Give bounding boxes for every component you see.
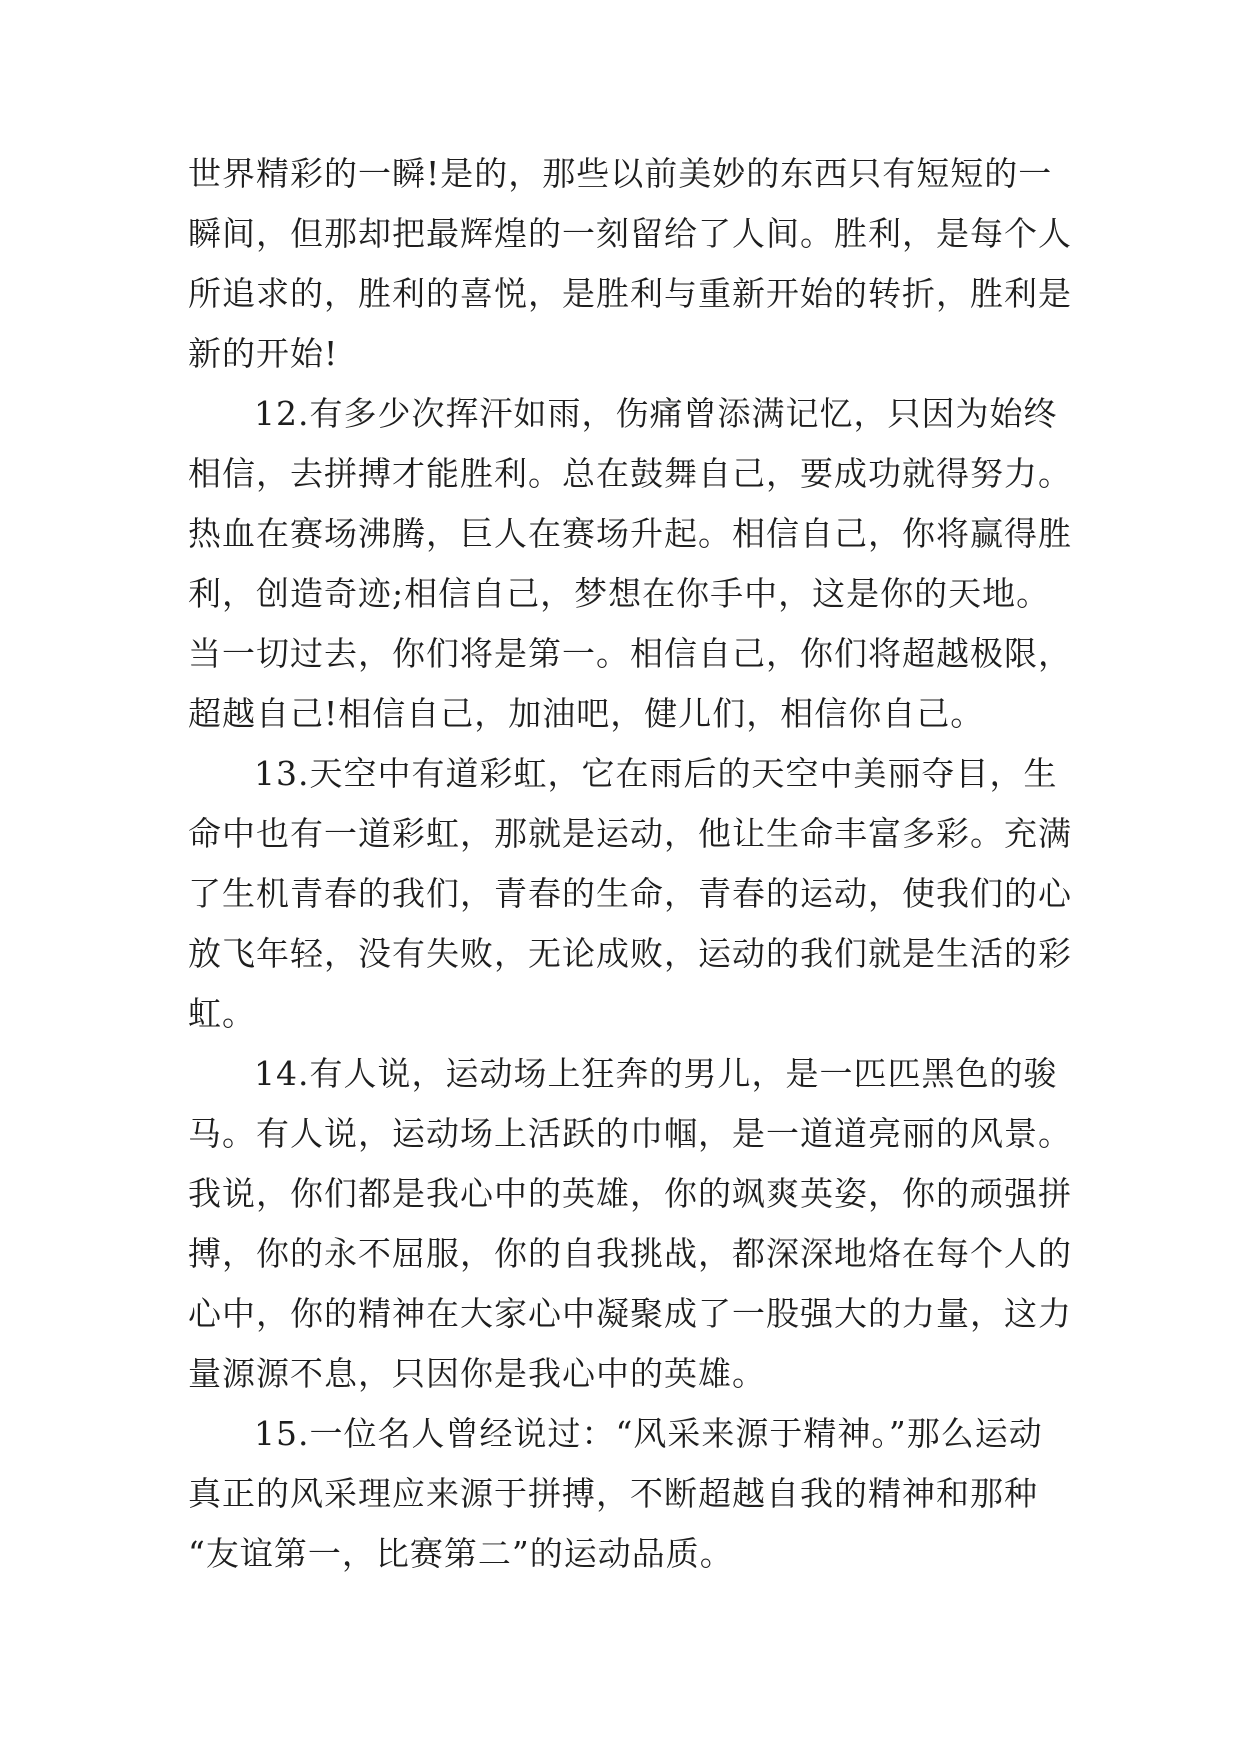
paragraph-13 xyxy=(188,744,1072,1044)
text-line: 15.一位名人曾经说过：“风采来源于精神。”那么运动 xyxy=(254,1414,1043,1453)
text-line: 新的开始! xyxy=(188,334,339,373)
text-line: 利，创造奇迹;相信自己，梦想在你手中，这是你的天地。 xyxy=(188,574,1051,613)
text-line: 我说，你们都是我心中的英雄，你的飒爽英姿，你的顽强拼 xyxy=(188,1174,1072,1213)
text-line: 13.天空中有道彩虹，它在雨后的天空中美丽夺目，生 xyxy=(254,754,1058,793)
text-line: 真正的风采理应来源于拼搏，不断超越自我的精神和那种 xyxy=(188,1474,1038,1513)
paragraph-14 xyxy=(188,1044,1072,1404)
text-line: 14.有人说，运动场上狂奔的男儿，是一匹匹黑色的骏 xyxy=(254,1054,1058,1093)
document-body xyxy=(188,144,1072,1584)
text-line: 放飞年轻，没有失败，无论成败，运动的我们就是生活的彩 xyxy=(188,934,1072,973)
text-line: 相信，去拼搏才能胜利。总在鼓舞自己，要成功就得努力。 xyxy=(188,454,1072,493)
text-line: 马。有人说，运动场上活跃的巾帼，是一道道亮丽的风景。 xyxy=(188,1114,1072,1153)
paragraph-12 xyxy=(188,384,1072,744)
text-line: 虹。 xyxy=(188,994,256,1033)
text-line: 心中，你的精神在大家心中凝聚成了一股强大的力量，这力 xyxy=(188,1294,1072,1333)
paragraph-15 xyxy=(188,1404,1068,1584)
text-line: 搏，你的永不屈服，你的自我挑战，都深深地烙在每个人的 xyxy=(188,1234,1072,1273)
text-line: 当一切过去，你们将是第一。相信自己，你们将超越极限， xyxy=(188,634,1072,673)
text-line: 量源源不息，只因你是我心中的英雄。 xyxy=(188,1354,766,1393)
text-line: 热血在赛场沸腾，巨人在赛场升起。相信自己，你将赢得胜 xyxy=(188,514,1072,553)
text-line: 世界精彩的一瞬!是的，那些以前美妙的东西只有短短的一 xyxy=(188,154,1053,193)
text-line: “友谊第一，比赛第二”的运动品质。 xyxy=(188,1534,734,1573)
text-line: 瞬间，但那却把最辉煌的一刻留给了人间。胜利，是每个人 xyxy=(188,214,1072,253)
paragraph-continuation xyxy=(188,144,1072,384)
text-line: 所追求的，胜利的喜悦，是胜利与重新开始的转折，胜利是 xyxy=(188,274,1072,313)
text-line: 12.有多少次挥汗如雨，伤痛曾添满记忆，只因为始终 xyxy=(254,394,1058,433)
text-line: 命中也有一道彩虹，那就是运动，他让生命丰富多彩。充满 xyxy=(188,814,1072,853)
text-line: 超越自己!相信自己，加油吧，健儿们，相信你自己。 xyxy=(188,694,985,733)
text-line: 了生机青春的我们，青春的生命，青春的运动，使我们的心 xyxy=(188,874,1072,913)
